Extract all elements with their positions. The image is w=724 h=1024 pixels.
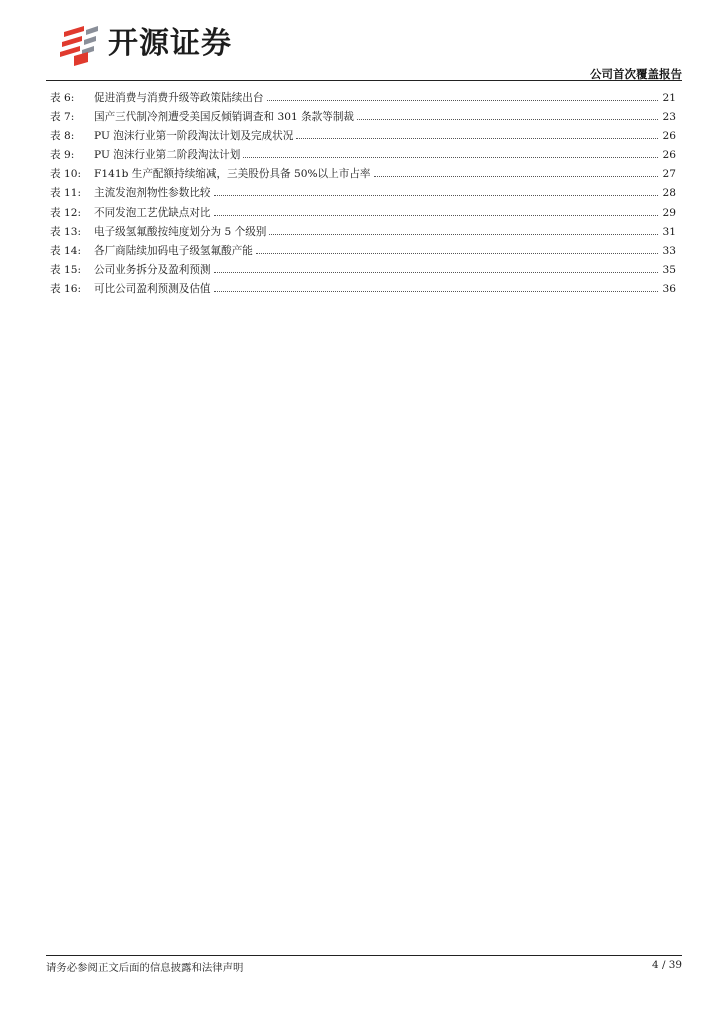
table-of-contents bbox=[50, 89, 676, 299]
toc-entry-number: 表 12: bbox=[50, 206, 82, 219]
toc-entry-title: 可比公司盈利预测及估值 bbox=[94, 282, 211, 295]
toc-dot-leader bbox=[214, 272, 658, 273]
toc-entry-title: 公司业务拆分及盈利预测 bbox=[94, 263, 211, 276]
toc-entry[interactable] bbox=[50, 223, 676, 242]
toc-dot-leader bbox=[256, 253, 658, 254]
toc-entry-title: PU 泡沫行业第一阶段淘汰计划及完成状况 bbox=[94, 130, 294, 143]
toc-dot-leader bbox=[357, 119, 658, 120]
toc-entry[interactable] bbox=[50, 242, 676, 261]
toc-entry-title: 国产三代制冷剂遭受美国反倾销调查和 301 条款等制裁 bbox=[94, 111, 355, 124]
toc-entry-page: 26 bbox=[662, 149, 676, 162]
toc-entry-page: 23 bbox=[662, 111, 676, 124]
toc-dot-leader bbox=[243, 157, 658, 158]
toc-entry-title: 不同发泡工艺优缺点对比 bbox=[94, 206, 211, 219]
toc-entry-title: 电子级氢氟酸按纯度划分为 5 个级别 bbox=[94, 225, 267, 238]
toc-entry-number: 表 15: bbox=[50, 263, 82, 276]
toc-entry-page: 28 bbox=[662, 187, 676, 200]
brand-name: 开源证券 bbox=[108, 26, 232, 61]
toc-entry-page: 31 bbox=[662, 225, 676, 238]
page-number: 4 / 39 bbox=[652, 959, 682, 971]
toc-entry-number: 表 13: bbox=[50, 225, 82, 238]
toc-entry-title: 各厂商陆续加码电子级氢氟酸产能 bbox=[94, 244, 253, 257]
toc-entry-number: 表 8: bbox=[50, 130, 75, 143]
toc-dot-leader bbox=[214, 215, 658, 216]
toc-entry-page: 36 bbox=[662, 282, 676, 295]
toc-entry[interactable] bbox=[50, 127, 676, 146]
toc-entry-number: 表 11: bbox=[50, 187, 82, 200]
toc-dot-leader bbox=[214, 195, 658, 196]
toc-dot-leader bbox=[374, 176, 658, 177]
toc-entry-title: 促进消费与消费升级等政策陆续出台 bbox=[94, 92, 264, 104]
toc-dot-leader bbox=[214, 291, 658, 292]
brand-logo bbox=[58, 22, 232, 66]
toc-entry-number: 表 9: bbox=[50, 149, 75, 162]
kaiyuan-securities-logo-icon bbox=[58, 22, 102, 66]
toc-entry-page: 21 bbox=[662, 92, 676, 104]
header-divider bbox=[46, 80, 682, 81]
toc-entry-number: 表 6: bbox=[50, 92, 75, 104]
toc-entry-page: 27 bbox=[662, 168, 676, 181]
toc-entry[interactable] bbox=[50, 280, 676, 299]
toc-entry-page: 33 bbox=[662, 244, 676, 257]
toc-entry-number: 表 10: bbox=[50, 168, 82, 181]
toc-entry-number: 表 14: bbox=[50, 244, 82, 257]
page-header bbox=[46, 22, 682, 82]
toc-entry[interactable] bbox=[50, 146, 676, 165]
toc-entry[interactable] bbox=[50, 108, 676, 127]
toc-entry-title: 主流发泡剂物性参数比较 bbox=[94, 187, 211, 200]
toc-entry-page: 26 bbox=[662, 130, 676, 143]
toc-entry-number: 表 7: bbox=[50, 111, 75, 124]
toc-entry[interactable] bbox=[50, 89, 676, 108]
toc-dot-leader bbox=[296, 138, 658, 139]
toc-entry-title: F141b 生产配额持续缩减，三美股份具备 50%以上市占率 bbox=[94, 168, 371, 181]
toc-entry-page: 29 bbox=[662, 206, 676, 219]
toc-entry-title: PU 泡沫行业第二阶段淘汰计划 bbox=[94, 149, 241, 162]
toc-entry-number: 表 16: bbox=[50, 282, 82, 295]
toc-entry[interactable] bbox=[50, 204, 676, 223]
toc-dot-leader bbox=[267, 100, 659, 101]
toc-entry[interactable] bbox=[50, 165, 676, 184]
toc-entry[interactable] bbox=[50, 184, 676, 203]
toc-dot-leader bbox=[269, 234, 658, 235]
report-type-label: 公司首次覆盖报告 bbox=[590, 67, 682, 81]
footer-divider bbox=[46, 955, 682, 956]
toc-entry-page: 35 bbox=[662, 263, 676, 276]
toc-entry[interactable] bbox=[50, 261, 676, 280]
footer-disclaimer: 请务必参阅正文后面的信息披露和法律声明 bbox=[46, 962, 244, 974]
